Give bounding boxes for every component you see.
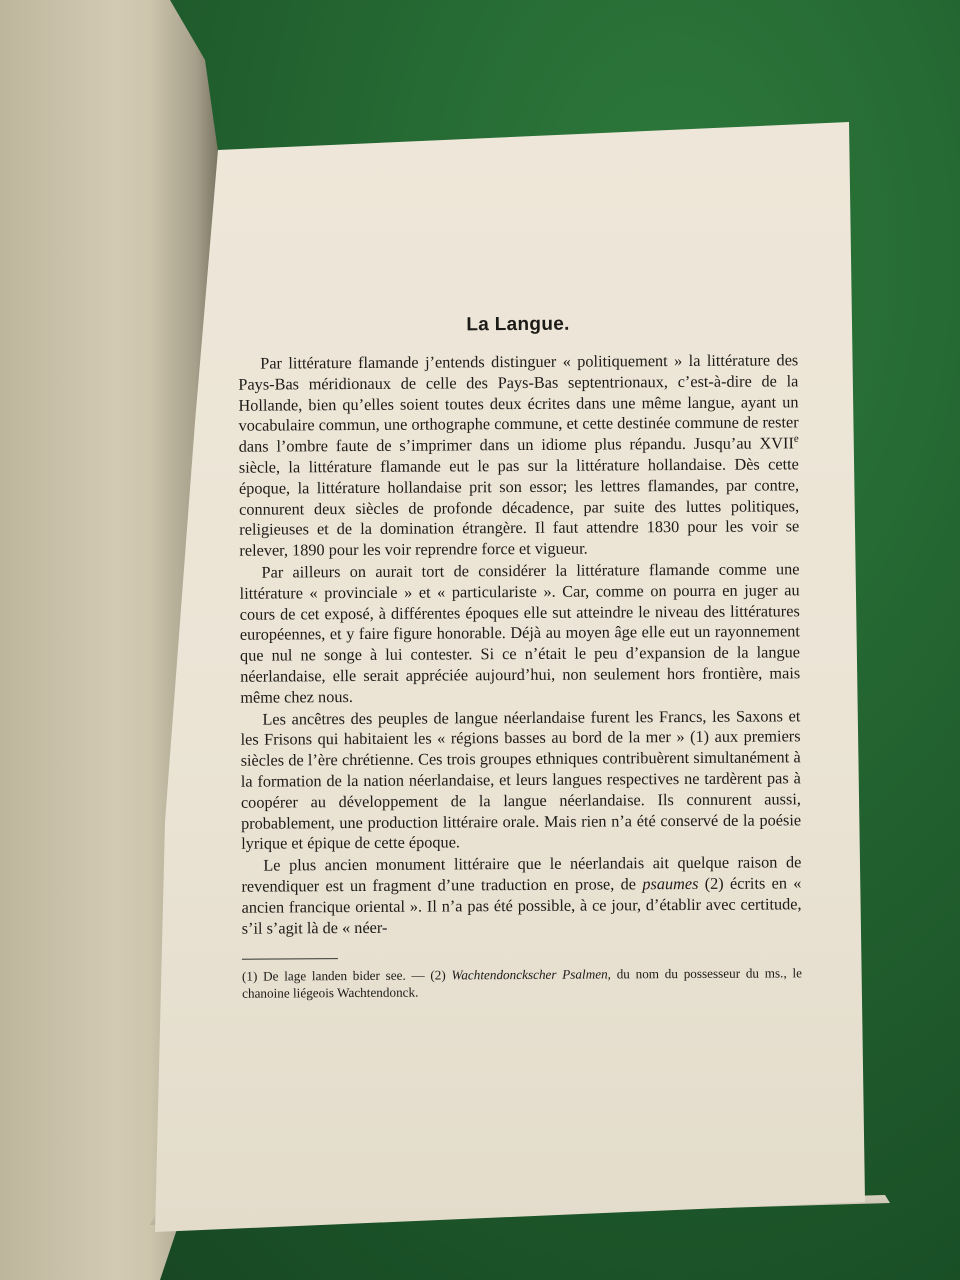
century-superscript: e (793, 433, 799, 446)
psaumes-italic: psaumes (642, 873, 699, 894)
footnote-italic: Wachtendonckscher Psalmen, (451, 966, 611, 983)
footnote-text-b: du nom du possesseur du ms., le chanoine liégeois Wachtendonck. (242, 965, 803, 1002)
paragraph-2: Par ailleurs on aurait tort de considérer la littérature flamande comme une littérature « provinciale » et « particulariste ». Car, comme on pourra en juger au cours de cet exposé, à différentes époques elle sut atteindre le niveau des littératures européennes, et y faire figure honorable. Déjà au moyen âge elle eut un rayonnement que nul ne songe à lui contester. Si ce n’était le peu d’expansion de la langue néerlandaise, elle serait appréciée aujourd’hui, non seulement hors frontière, mais même chez nous. (239, 559, 801, 707)
paragraph-1 (238, 350, 799, 561)
footnote (242, 965, 802, 1002)
paragraph-4-text-b: (2) écrits en « ancien francique oriental ». Il n’a pas été possible, à ce jour, d’établir avec certitude, s’il s’agit là de « néer- (241, 873, 802, 938)
paragraph-1-text-b: siècle, la littérature flamande eut le pas sur la littérature hollandaise. Dès cette époque, la littérature hollandaise prit son essor; les lettres flamandes, par contre, connurent deux siècles de profonde décadence, par suite des luttes politiques, religieuses et de la domination étrangère. Il faut attendre 1830 pour les voir se relever, 1890 pour les voir reprendre force et vigueur. (238, 454, 800, 560)
page-content (238, 298, 802, 1002)
paragraph-4-text-a: Le plus ancien monument littéraire que le néerlandais ait quelque raison de revendiquer est un fragment d’une traduction en prose, de (241, 852, 802, 896)
chapter-title: La Langue. (466, 313, 570, 336)
paragraph-1-text-a: Par littérature flamande j’entends distinguer « politiquement » la littérature des Pays-Bas méridionaux de celle des Pays-Bas septentrionaux, c’est-à-dire de la Hollande, bien qu’elles soient toutes deux écrites dans une même langue, ayant un vocabulaire commun, une orthographe commune, et cette destinée commune de rester dans l’ombre faute de s’imprimer dans un idiome plus répandu. Jusqu’au XVII (238, 350, 799, 456)
footnote-text-a: (1) De lage landen bider see. — (2) (241, 967, 452, 985)
paragraph-4 (241, 852, 801, 939)
footnote-rule (242, 958, 338, 960)
paragraph-3: Les ancêtres des peuples de langue néerlandaise furent les Francs, les Saxons et les Frisons qui habitaient les « régions basses au bord de la mer » (1) aux premiers siècles de l’ère chrétienne. Ces trois groupes ethniques contribuèrent simultanément à la formation de la nation néerlandaise, et leurs langues respectives ne tardèrent pas à coopérer au développement de la langue néerlandaise. Ils connurent aussi, probablement, une production littéraire orale. Mais rien n’a été conservé de la poésie lyrique et épique de cette époque. (240, 705, 802, 854)
